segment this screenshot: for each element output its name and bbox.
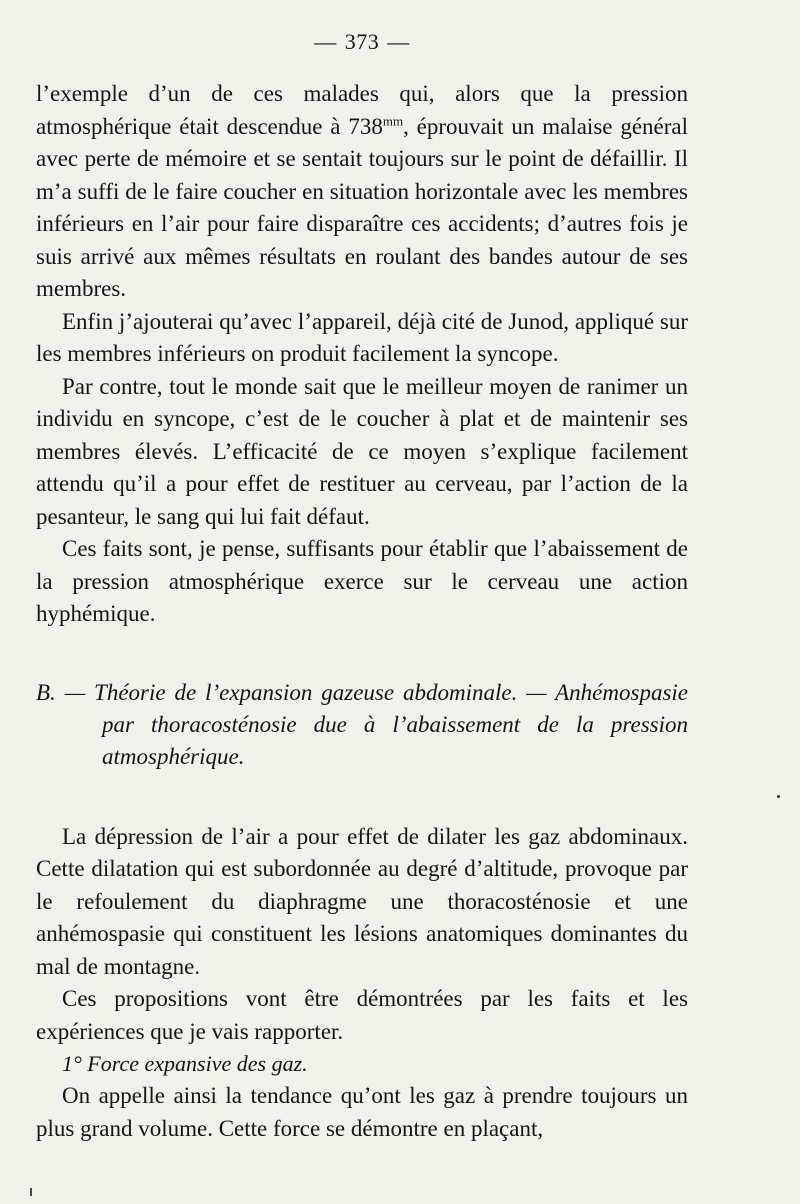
page-number: [36, 28, 688, 56]
bottom-margin-mark: [30, 1188, 32, 1196]
page-number-dash-right: —: [387, 29, 410, 54]
paragraph-malaise-text-a: l’exemple d’un de ces malades qui, alors que la pression atmosphérique était descendue à 738: [36, 81, 688, 139]
paragraph-gas-tendency: On appelle ainsi la tendance qu’ont les gaz à prendre toujours un plus grand volume. Cette force se démontre en plaçant,: [36, 1083, 688, 1141]
page-number-value: 373: [344, 29, 380, 54]
paragraph-hyphemic-action: Ces faits sont, je pense, suffisants pour établir que l’abaissement de la pression atmosphérique exerce sur le cerveau une action hyphémique.: [36, 536, 688, 626]
millimeter-unit: mm: [382, 112, 404, 128]
section-heading-b: B. — Théorie de l’expansion gazeuse abdominale. — Anhémospasie par thoracosténosie due à l’abaissement de la pression atmosphérique.: [36, 679, 688, 769]
paragraph-malaise-case: [36, 78, 688, 306]
paragraph-syncope-remedy: Par contre, tout le monde sait que le meilleur moyen de ranimer un individu en syncope, c’est de le coucher à plat et de maintenir ses membres élevés. L’efficacité de ce moyen s’explique facilement attendu qu’il a pour effet de restituer au cerveau, par l’action de la pesanteur, le sang qui lui fait défaut.: [36, 373, 688, 529]
paragraph-propositions: Ces propositions vont être démontrées par les faits et les expériences que je vais rapporter.: [36, 986, 688, 1044]
margin-speck: [777, 795, 780, 798]
section-spacer: [36, 773, 688, 821]
paragraph-malaise-text-b: , éprouvait un malaise général avec perte de mémoire et se sentait toujours sur le point de défaillir. Il m’a suffi de le faire coucher en situation horizontale avec les membres inférieurs en l’air pour faire disparaître ces accidents; d’autres fois je suis arrivé aux mêmes résultats en roulant des bandes autour de ses membres.: [36, 113, 688, 301]
subheading-expansive-force: 1° Force expansive des gaz.: [62, 1051, 308, 1076]
paragraph-air-depression: La dépression de l’air a pour effet de dilater les gaz abdominaux. Cette dilatation qui est subordonnée au degré d’altitude, provoque par le refoulement du diaphragme une thoracosténosie et une anhémospasie qui constituent les lésions anatomiques dominantes du mal de montagne.: [36, 823, 688, 979]
page-number-dash-left: —: [314, 29, 337, 54]
paragraph-junod-apparatus: Enfin j’ajouterai qu’avec l’appareil, déjà cité de Junod, appliqué sur les membres inférieurs on produit facilement la syncope.: [36, 308, 688, 366]
